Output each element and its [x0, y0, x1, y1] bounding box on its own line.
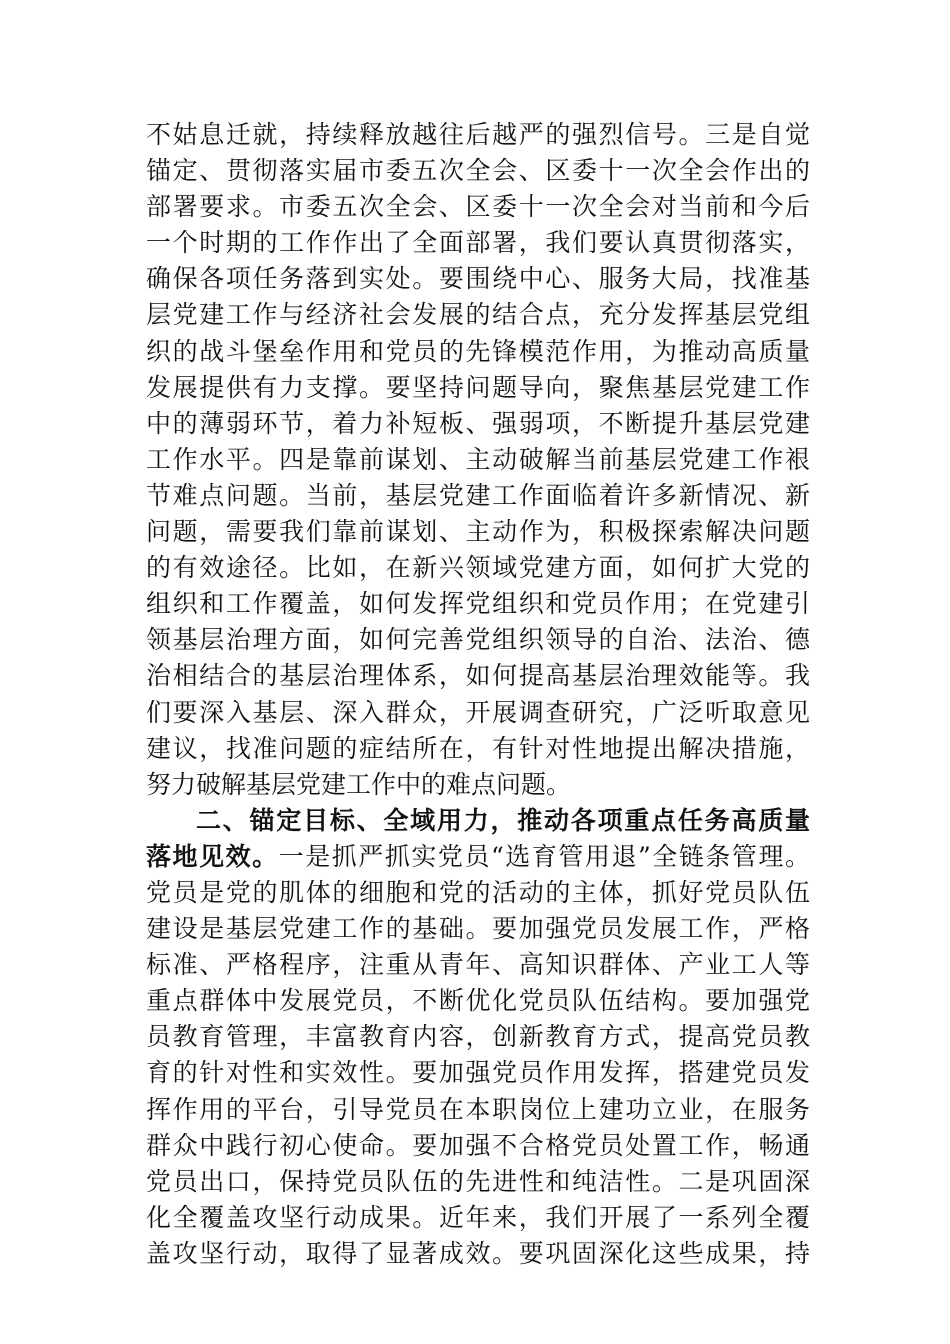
- text-line: 不姑息迁就，持续释放越往后越严的强烈信号。三是自觉: [146, 120, 810, 149]
- text-line: 锚定、贯彻落实届市委五次全会、区委十一次全会作出的: [146, 156, 810, 186]
- paragraph-body: [146, 875, 810, 1272]
- text-line: 育的针对性和实效性。要加强党员作用发挥，搭建党员发: [146, 1058, 810, 1088]
- text-line: 发展提供有力支撑。要坚持问题导向，聚焦基层党建工作: [146, 372, 810, 402]
- text-line: 努力破解基层党建工作中的难点问题。: [146, 769, 572, 799]
- section-heading: 二、锚定目标、全域用力，推动各项重点任务高质量: [196, 805, 810, 835]
- text-line: 员教育管理，丰富教育内容，创新教育方式，提高党员教: [146, 1022, 810, 1052]
- text-line: 层党建工作与经济社会发展的结合点，充分发挥基层党组: [146, 300, 810, 330]
- text-line: 工作水平。四是靠前谋划、主动破解当前基层党建工作裉: [146, 444, 810, 474]
- text-line: 领基层治理方面，如何完善党组织领导的自治、法治、德: [146, 625, 810, 655]
- section-heading-continuation: [146, 839, 810, 875]
- section-heading-tail: 落地见效。: [146, 841, 279, 871]
- text-line: 的有效途径。比如，在新兴领域党建方面，如何扩大党的: [146, 553, 810, 583]
- text-line: 问题，需要我们靠前谋划、主动作为，积极探索解决问题: [146, 517, 810, 547]
- text-line: 重点群体中发展党员，不断优化党员队伍结构。要加强党: [146, 986, 810, 1016]
- section-first-sentence: 一是抓严抓实党员“选育管用退”全链条管理。: [278, 841, 810, 871]
- text-line: 标准、严格程序，注重从青年、高知识群体、产业工人等: [146, 950, 810, 980]
- text-line: 确保各项任务落到实处。要围绕中心、服务大局，找准基: [146, 264, 810, 294]
- text-line: 织的战斗堡垒作用和党员的先锋模范作用，为推动高质量: [146, 336, 810, 366]
- text-line: 盖攻坚行动，取得了显著成效。要巩固深化这些成果，持: [146, 1238, 810, 1268]
- document-page: [146, 117, 810, 1272]
- text-line: 党员出口，保持党员队伍的先进性和纯洁性。二是巩固深: [146, 1166, 810, 1196]
- text-line: 建议，找准问题的症结所在，有针对性地提出解决措施，: [146, 733, 810, 763]
- text-line: 建设是基层党建工作的基础。要加强党员发展工作，严格: [146, 914, 810, 944]
- text-line: 治相结合的基层治理体系，如何提高基层治理效能等。我: [146, 661, 810, 691]
- text-line: 节难点问题。当前，基层党建工作面临着许多新情况、新: [146, 480, 810, 510]
- text-line: 部署要求。市委五次全会、区委十一次全会对当前和今后: [146, 192, 810, 222]
- text-line: 化全覆盖攻坚行动成果。近年来，我们开展了一系列全覆: [146, 1202, 810, 1232]
- text-line: 党员是党的肌体的细胞和党的活动的主体，抓好党员队伍: [146, 877, 810, 907]
- text-line: 群众中践行初心使命。要加强不合格党员处置工作，畅通: [146, 1130, 810, 1160]
- text-line: 一个时期的工作作出了全面部署，我们要认真贯彻落实，: [146, 228, 810, 258]
- text-line: 们要深入基层、深入群众，开展调查研究，广泛听取意见: [146, 697, 810, 727]
- text-line: 挥作用的平台，引导党员在本职岗位上建功立业，在服务: [146, 1094, 810, 1124]
- text-line: 中的薄弱环节，着力补短板、强弱项，不断提升基层党建: [146, 408, 810, 438]
- text-line: 组织和工作覆盖，如何发挥党组织和党员作用；在党建引: [146, 589, 810, 619]
- paragraph-continuation: [146, 117, 810, 803]
